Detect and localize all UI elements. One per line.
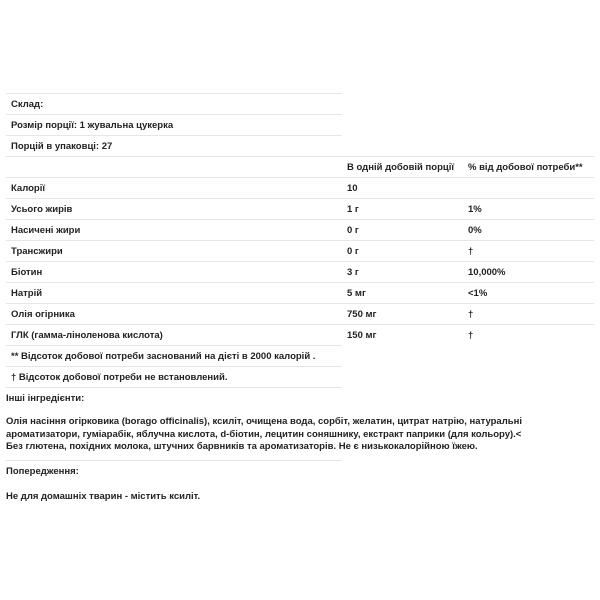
servings-per-container: Порцій в упаковці: 27 bbox=[11, 141, 113, 152]
composition-label: Склад: bbox=[11, 99, 44, 110]
serving-size: Розмір порції: 1 жувальна цукерка bbox=[11, 120, 174, 131]
nutrient-daily-value: † bbox=[468, 309, 474, 320]
servings-per-container-row bbox=[6, 135, 342, 156]
warning-section bbox=[6, 460, 594, 504]
nutrient-amount: 150 мг bbox=[347, 330, 377, 341]
nutrient-amount: 3 г bbox=[347, 267, 359, 278]
nutrient-name: Калорії bbox=[11, 183, 46, 194]
table-row bbox=[6, 198, 594, 219]
nutrition-table bbox=[6, 156, 594, 387]
ingredients-line: Олія насіння огірковика (borago officinalis), ксиліт, очищена вода, сорбіт, желатин, цитрат натрію, натуральні bbox=[6, 416, 522, 427]
column-header-daily-value: % від добової потреби** bbox=[468, 162, 583, 173]
nutrient-daily-value: 0% bbox=[468, 225, 482, 236]
column-header-per-serving: В одній добовій порції bbox=[347, 162, 455, 173]
nutrient-daily-value: † bbox=[468, 246, 474, 257]
other-ingredients-text bbox=[6, 410, 594, 460]
nutrient-name: Трансжири bbox=[11, 246, 63, 257]
nutrient-amount: 0 г bbox=[347, 246, 359, 257]
table-row bbox=[6, 303, 594, 324]
table-row bbox=[6, 240, 594, 261]
other-ingredients-section bbox=[6, 388, 594, 460]
footnote-not-established: † Відсоток добової потреби не встановлений. bbox=[11, 372, 228, 383]
other-ingredients-title: Інші інгредієнти: bbox=[6, 393, 85, 404]
table-row bbox=[6, 177, 594, 198]
footnote-daily-value-basis: ** Відсоток добової потреби заснований на дієті в 2000 калорій . bbox=[11, 351, 316, 362]
nutrient-daily-value: † bbox=[468, 330, 474, 341]
nutrient-name: ГЛК (гамма-ліноленова кислота) bbox=[11, 330, 163, 341]
composition-row bbox=[6, 93, 342, 114]
nutrient-daily-value: <1% bbox=[468, 288, 488, 299]
nutrient-daily-value: 10,000% bbox=[468, 267, 506, 278]
nutrient-amount: 750 мг bbox=[347, 309, 377, 320]
nutrient-name: Усього жирів bbox=[11, 204, 73, 215]
supplement-facts-panel bbox=[6, 93, 594, 503]
footnote-row bbox=[6, 345, 342, 366]
nutrient-amount: 5 мг bbox=[347, 288, 366, 299]
nutrient-amount: 0 г bbox=[347, 225, 359, 236]
table-row bbox=[6, 324, 594, 345]
footnote-row bbox=[6, 366, 342, 387]
serving-info bbox=[6, 93, 342, 156]
table-header-row bbox=[6, 156, 594, 177]
warning-title: Попередження: bbox=[6, 460, 342, 483]
warning-text: Не для домашніх тварин - містить ксиліт. bbox=[6, 490, 201, 502]
nutrient-name: Насичені жири bbox=[11, 225, 81, 236]
ingredients-line: ароматизатори, гуміарабік, яблучна кислота, d-біотин, лецитин соняшнику, екстракт паприки (для кольору).< bbox=[6, 428, 522, 440]
nutrient-amount: 1 г bbox=[347, 204, 359, 215]
table-row bbox=[6, 282, 594, 303]
nutrient-name: Біотин bbox=[11, 267, 43, 278]
table-row bbox=[6, 261, 594, 282]
serving-size-row bbox=[6, 114, 342, 135]
nutrient-name: Олія огірника bbox=[11, 309, 75, 320]
table-row bbox=[6, 219, 594, 240]
ingredients-line: Без глютена, похідних молока, штучних барвників та ароматизаторів. Не є низькокалорійною їжею. bbox=[6, 441, 478, 452]
nutrient-name: Натрій bbox=[11, 288, 43, 299]
nutrient-amount: 10 bbox=[347, 183, 358, 194]
nutrient-daily-value: 1% bbox=[468, 204, 482, 215]
